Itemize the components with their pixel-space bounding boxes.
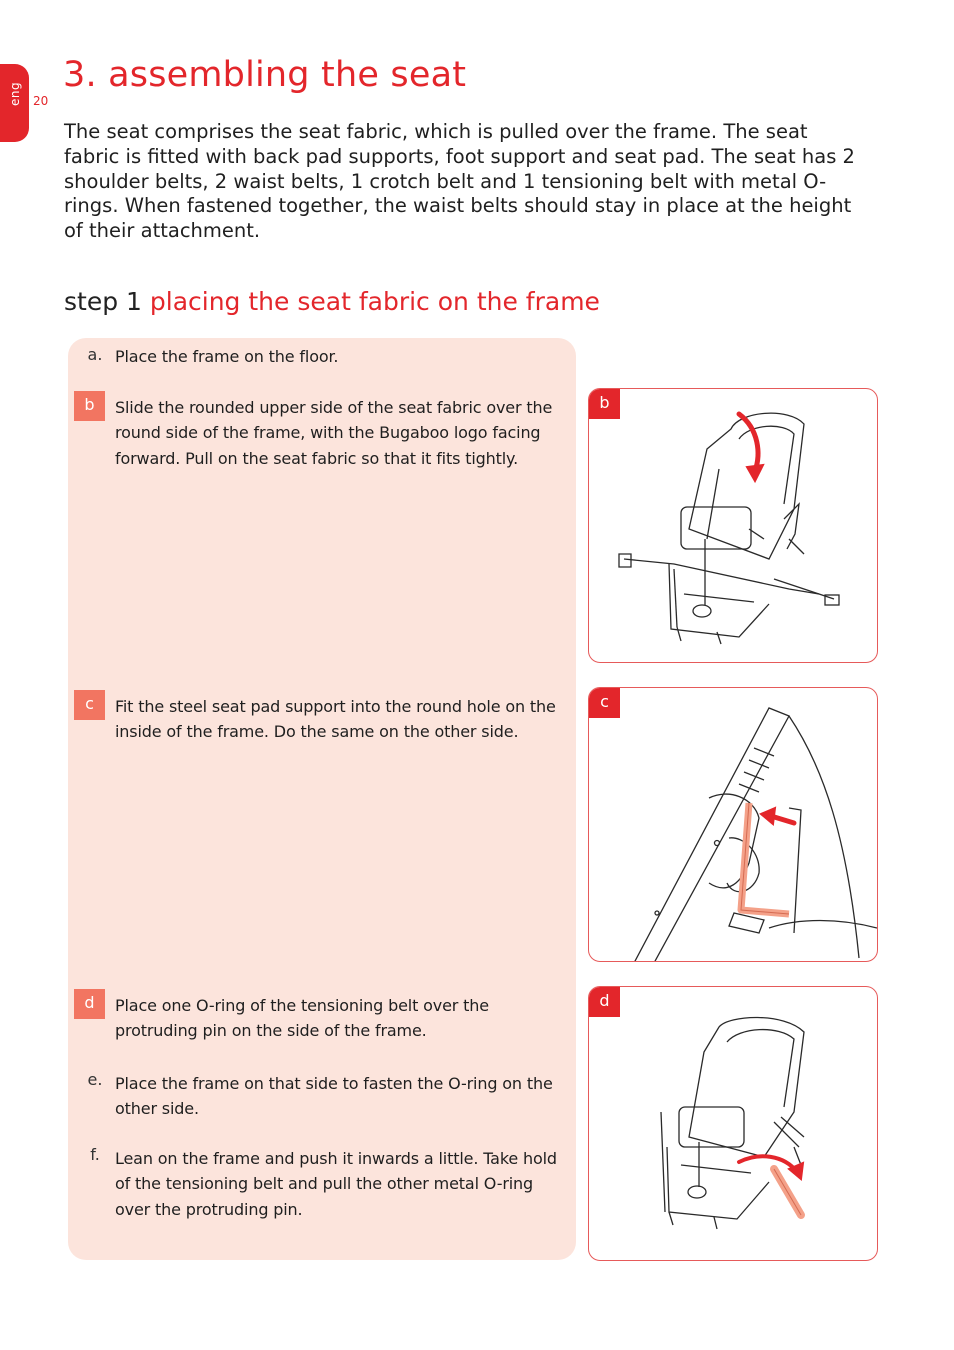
instruction-text: Place the frame on that side to fasten the O-ring on the other side. bbox=[115, 1074, 553, 1119]
page-number: 20 bbox=[33, 94, 49, 108]
figure-c bbox=[588, 687, 878, 962]
seat-pad-support-illustration bbox=[589, 688, 877, 961]
instruction-text: Lean on the frame and push it inwards a little. Take hold of the tensioning belt and pull the other metal O-ring over the protruding pin. bbox=[115, 1149, 557, 1219]
figure-tag: d bbox=[589, 987, 620, 1017]
insert-arrow-icon bbox=[739, 414, 758, 471]
instruction-text: Place one O-ring of the tensioning belt over the protruding pin on the side of the frame. bbox=[115, 996, 489, 1041]
instruction-text: Slide the rounded upper side of the seat fabric over the round side of the frame, with the Bugaboo logo facing forward. Pull on the seat fabric so that it fits tightly. bbox=[115, 398, 553, 468]
instructions-panel bbox=[68, 338, 576, 1260]
instruction-letter-badge: d bbox=[74, 989, 105, 1019]
instruction-letter: a. bbox=[87, 345, 103, 364]
instruction-text: Place the frame on the floor. bbox=[115, 347, 339, 366]
tensioning-belt-illustration bbox=[589, 987, 877, 1260]
instruction-letter: e. bbox=[87, 1070, 103, 1089]
intro-paragraph: The seat comprises the seat fabric, which is pulled over the frame. The seat fabric is fitted with back pad supports, foot support and seat pad. The seat has 2 shoulder belts, 2 waist belts, 1 crotch belt and 1 tensioning belt with metal O-rings. When fastened together, the waist belts should stay in place at the height of their attachment. bbox=[64, 120, 855, 243]
figure-tag: b bbox=[589, 389, 620, 419]
step-number: step 1 bbox=[64, 287, 142, 316]
language-tab bbox=[0, 64, 29, 142]
instruction-letter-badge: c bbox=[74, 690, 105, 720]
instruction-letter: f. bbox=[90, 1145, 100, 1164]
language-label: eng bbox=[8, 81, 22, 106]
page-title: 3. assembling the seat bbox=[63, 55, 467, 95]
instruction-text: Fit the steel seat pad support into the round hole on the inside of the frame. Do the same on the other side. bbox=[115, 697, 556, 742]
instruction-letter-badge: b bbox=[74, 391, 105, 421]
figure-d bbox=[588, 986, 878, 1261]
figure-b bbox=[588, 388, 878, 663]
step-heading bbox=[64, 287, 600, 316]
seat-fabric-illustration bbox=[589, 389, 877, 662]
step-label: placing the seat fabric on the frame bbox=[149, 287, 600, 316]
figure-tag: c bbox=[589, 688, 620, 718]
